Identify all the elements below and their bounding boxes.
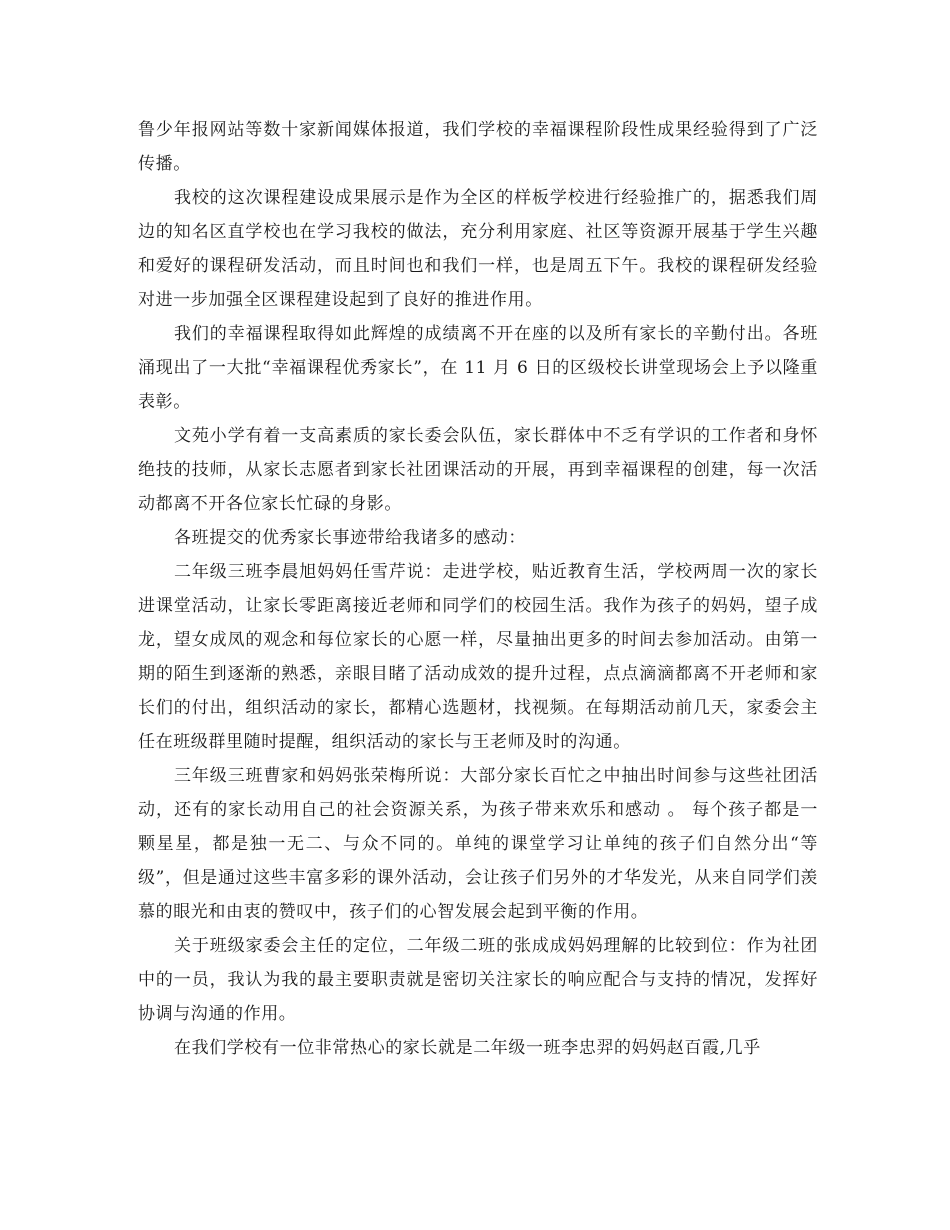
paragraph-7: 三年级三班曹家和妈妈张荣梅所说：大部分家长百忙之中抽出时间参与这些社团活动，还有的家长动用自己的社会资源关系，为孩子带来欢乐和感动 。 每个孩子都是一颗星星，都是独一无二、与众不同的。单纯的课堂学习让单纯的孩子们自然分出“等级”，但是通过这些丰富多彩的课外活动，会让孩子们另外的才华发光，从来自同学们羡慕的眼光和由衷的赞叹中，孩子们的心智发展会起到平衡的作用。	[138, 766, 818, 922]
paragraph-8: 关于班级家委会主任的定位，二年级二班的张成成妈妈理解的比较到位：作为社团中的一员，我认为我的最主要职责就是密切关注家长的响应配合与支持的情况，发挥好协调与沟通的作用。	[138, 936, 818, 1024]
paragraph-4: 文苑小学有着一支高素质的家长委会队伍，家长群体中不乏有学识的工作者和身怀绝技的技师，从家长志愿者到家长社团课活动的开展，再到幸福课程的创建，每一次活动都离不开各位家长忙碌的身影。	[138, 426, 818, 514]
paragraph-1: 鲁少年报网站等数十家新闻媒体报道，我们学校的幸福课程阶段性成果经验得到了广泛传播。	[138, 120, 818, 174]
document-body	[138, 113, 818, 1065]
paragraph-2: 我校的这次课程建设成果展示是作为全区的样板学校进行经验推广的，据悉我们周边的知名区直学校也在学习我校的做法，充分利用家庭、社区等资源开展基于学生兴趣和爱好的课程研发活动，而且时间也和我们一样，也是周五下午。我校的课程研发经验对进一步加强全区课程建设起到了良好的推进作用。	[138, 188, 818, 310]
paragraph-5: 各班提交的优秀家长事迹带给我诸多的感动：	[174, 528, 526, 548]
paragraph-6: 二年级三班李晨旭妈妈任雪芹说：走进学校，贴近教育生活，学校两周一次的家长进课堂活动，让家长零距离接近老师和同学们的校园生活。我作为孩子的妈妈，望子成龙，望女成凤的观念和每位家长的心愿一样，尽量抽出更多的时间去参加活动。由第一期的陌生到逐渐的熟悉，亲眼目睹了活动成效的提升过程，点点滴滴都离不开老师和家长们的付出，组织活动的家长，都精心选题材，找视频。在每期活动前几天，家委会主任在班级群里随时提醒，组织活动的家长与王老师及时的沟通。	[138, 562, 818, 752]
paragraph-3: 我们的幸福课程取得如此辉煌的成绩离不开在座的以及所有家长的辛勤付出。各班涌现出了一大批“幸福课程优秀家长”，在 11 月 6 日的区级校长讲堂现场会上予以隆重表彰。	[138, 324, 818, 412]
paragraph-9: 在我们学校有一位非常热心的家长就是二年级一班李忠羿的妈妈赵百霞,几乎	[174, 1038, 761, 1058]
